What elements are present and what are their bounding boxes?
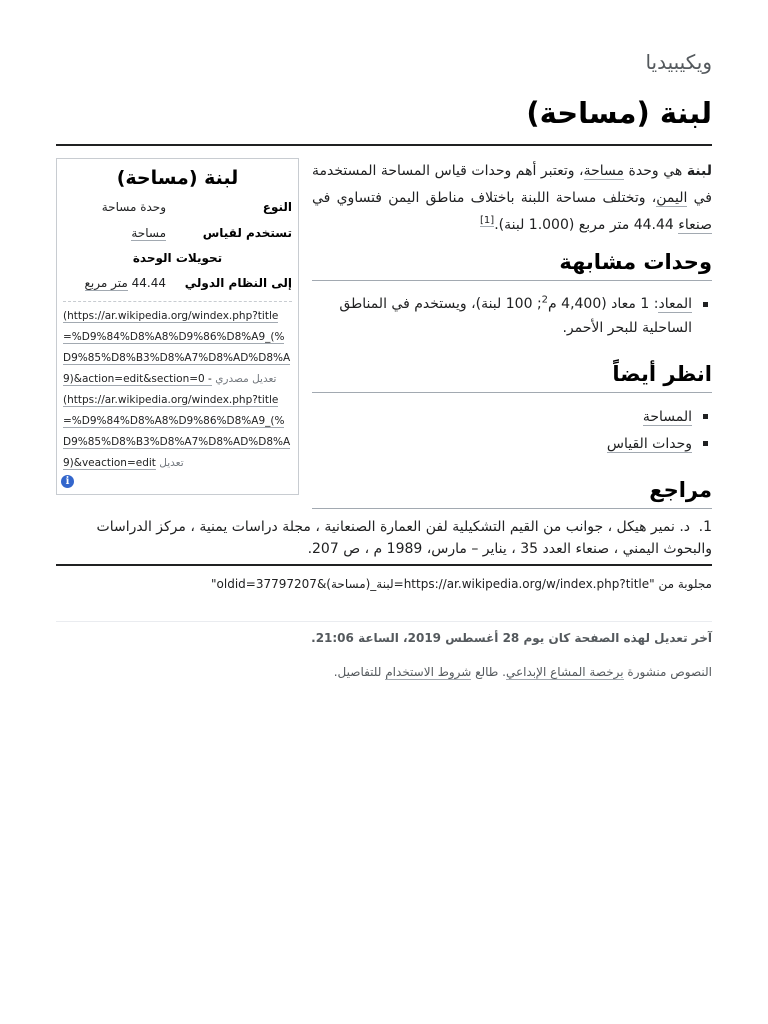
infobox-used-label: تستخدم لقياس — [202, 226, 292, 240]
reference-item — [56, 516, 712, 560]
license-link[interactable]: برخصة المشاع الإبداعي — [506, 665, 624, 679]
infobox-si-label: إلى النظام الدولي — [184, 276, 292, 290]
list-item — [312, 292, 712, 340]
reference-link[interactable]: [1] — [480, 215, 495, 227]
list-item — [312, 431, 712, 458]
intro-paragraph — [312, 158, 712, 239]
link-yemen[interactable]: اليمن — [656, 190, 688, 206]
infobox-type-label: النوع — [262, 200, 292, 214]
infobox-title: لبنة (مساحة) — [116, 167, 239, 189]
license-text-3: للتفاصيل. — [333, 665, 386, 679]
see-also-link-area[interactable]: المساحة — [642, 409, 692, 425]
link-area[interactable]: مساحة — [583, 163, 625, 179]
see-also-link-units[interactable]: وحدات القياس — [606, 436, 692, 452]
terms-link[interactable]: شروط الاستخدام — [385, 665, 472, 679]
info-icon[interactable]: i — [61, 475, 74, 488]
intro-text-4: 44.44 متر مربع (1.000 لبنة). — [494, 217, 679, 233]
bullet-icon — [703, 302, 708, 307]
heading-see-also: انظر أيضاً — [312, 362, 712, 393]
maad-sup: 2 — [541, 294, 549, 306]
title-divider — [56, 144, 712, 146]
link-maad[interactable]: المعاد — [658, 296, 692, 312]
maad-text-b: ; 100 لبنة)، ويستخدم في المناطق الساحلية للبحر الأحمر. — [339, 296, 692, 336]
bullet-icon — [703, 441, 708, 446]
infobox-edit-label[interactable]: تعديل — [159, 457, 184, 469]
last-modified: آخر تعديل لهذه الصفحة كان يوم 28 أغسطس 2019، الساعة 21:06. — [311, 631, 712, 645]
infobox-si-number: 44.44 — [131, 276, 166, 290]
heading-similar-units: وحدات مشابهة — [312, 250, 712, 281]
infobox-edit-source-url[interactable]: (https://ar.wikipedia.org/windex.php?title=%D9%84%D8%A8%D9%86%D8%A9_(%D9%85%D8%B3%D8%A7%D8%AD%D8%A9)&action=edit&section=0 - — [63, 310, 291, 385]
infobox-row-type — [63, 199, 292, 215]
similar-units-list — [312, 292, 712, 340]
intro-text-3: ، وتختلف مساحة اللبنة باختلاف مناطق اليمن فتساوي في — [312, 190, 657, 206]
references-list — [56, 516, 712, 560]
infobox-edit-links — [63, 301, 292, 474]
see-also-list — [312, 404, 712, 458]
heading-references: مراجع — [312, 478, 712, 509]
infobox-edit-source-label[interactable]: تعديل مصدري — [215, 373, 277, 385]
reference-text: د. نمير هيكل ، جوانب من القيم التشكيلية لفن العمارة الصنعانية ، مجلة دراسات يمنية ، مركز الدراسات والبحوث اليمني ، صنعاء العدد 35 ، يناير – مارس، 1989 م ، ص 207. — [96, 519, 712, 557]
license-text-1: النصوص منشورة — [623, 665, 712, 679]
list-item — [312, 404, 712, 431]
infobox-type-value: وحدة مساحة — [101, 200, 166, 214]
infobox-row-used — [63, 225, 292, 241]
footer-divider — [56, 621, 712, 622]
intro-text-2: ، وتعتبر أهم وحدات قياس المساحة المستخدمة في — [312, 163, 712, 206]
infobox-conversions-header: تحويلات الوحدة — [132, 251, 223, 265]
page-title: لبنة (مساحة) — [526, 96, 712, 130]
infobox-used-link[interactable]: مساحة — [131, 226, 166, 240]
bullet-icon — [703, 414, 708, 419]
content-bottom-divider — [56, 564, 712, 566]
infobox-edit-url[interactable]: (https://ar.wikipedia.org/windex.php?title=%D9%84%D8%A8%D9%86%D8%A9_(%D9%85%D8%B3%D8%A7%D8%AD%D8%A9)&veaction=edit — [63, 394, 291, 469]
infobox — [56, 158, 299, 495]
reference-number: 1. — [698, 519, 712, 535]
retrieved-from[interactable]: مجلوبة من "https://ar.wikipedia.org/w/index.php?title=لبنة_(مساحة)&oldid=37797207" — [211, 577, 712, 591]
license-text-2: . طالع — [471, 665, 506, 679]
maad-text-a: : 1 معاد (4,400 م — [548, 296, 659, 312]
infobox-row-si — [63, 275, 292, 291]
link-sanaa[interactable]: صنعاء — [678, 217, 712, 233]
site-name[interactable]: ويكيبيديا — [645, 50, 712, 74]
intro-text-1: هي وحدة — [624, 163, 687, 179]
intro-term: لبنة — [686, 163, 712, 179]
license-text — [334, 665, 712, 679]
infobox-si-unit-link[interactable]: متر مربع — [84, 276, 128, 290]
